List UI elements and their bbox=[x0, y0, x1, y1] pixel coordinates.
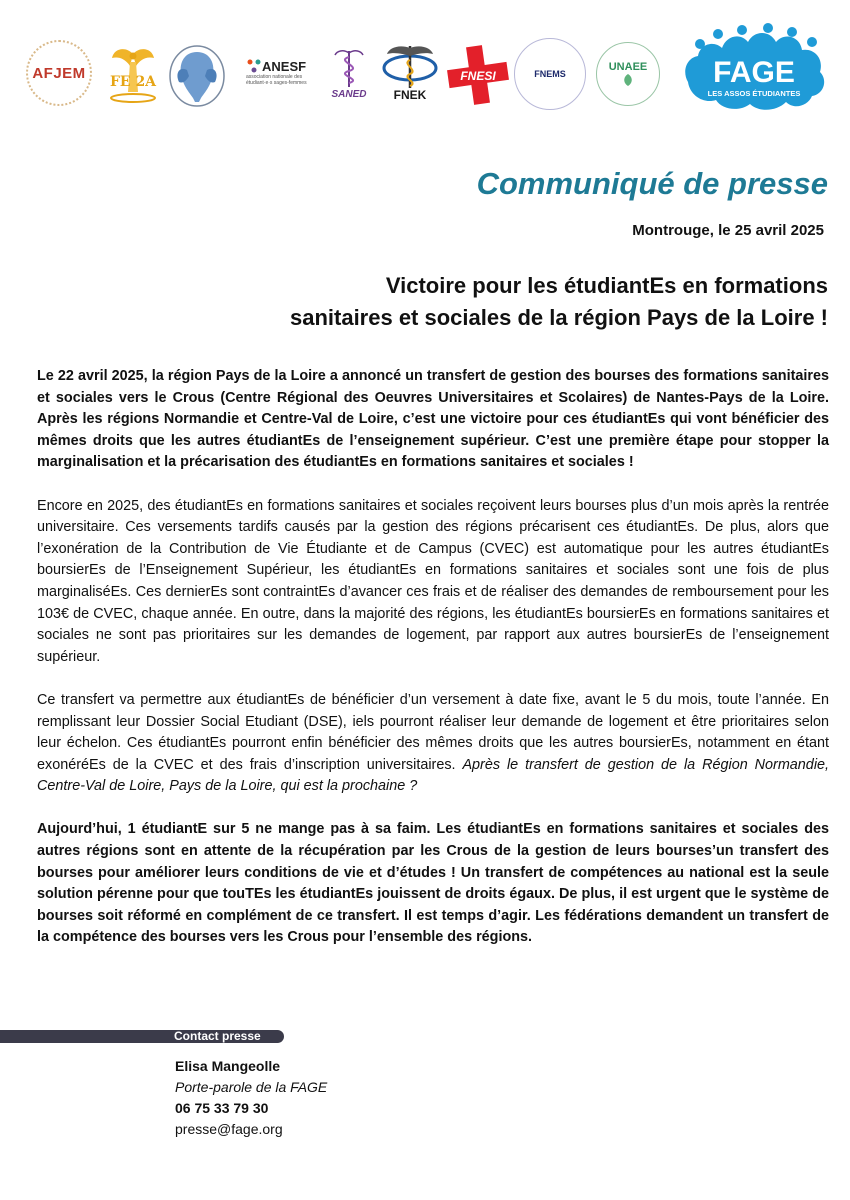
fnesi-logo bbox=[446, 44, 510, 106]
headline-line-1: Victoire pour les étudiantEs en formations bbox=[385, 273, 828, 298]
place-date: Montrouge, le 25 avril 2025 bbox=[632, 222, 824, 239]
partner-logos bbox=[22, 22, 832, 122]
contact-role: Porte-parole de la FAGE bbox=[175, 1079, 328, 1095]
anesf-star-icon bbox=[246, 58, 262, 74]
saned-logo-text: SANED bbox=[331, 88, 367, 100]
contact-block bbox=[175, 1056, 327, 1140]
fage-crowd-icon bbox=[678, 22, 830, 118]
headline bbox=[128, 270, 828, 334]
elephant-icon bbox=[167, 40, 227, 110]
contact-email[interactable]: presse@fage.org bbox=[175, 1121, 283, 1137]
anesf-logo-subtitle: association nationale des étudiant·e·s sages-femmes bbox=[246, 74, 307, 86]
fnesi-cross-icon bbox=[446, 44, 510, 106]
paragraph-3-text: Ce transfert va permettre aux étudiantEs de bénéficier d’un versement à date fixe, avant le 5 du mois, toute l’année. En remplissant leur Dossier Social Etudiant (DSE), iels pourront réaliser leur demande de logement et être prioritaires selon leur échelon. Ces étudiantEs pourront enfin bénéficier des mêmes droits que les autres boursierEs, notamment en étant exonéréEs de la CVEC et des frais d’inscription universitaires. bbox=[37, 691, 829, 773]
fnek-caduceus-icon bbox=[381, 44, 439, 88]
elephant-logo bbox=[167, 40, 227, 110]
unaee-logo-text: UNAEE bbox=[608, 61, 648, 73]
unaee-leaf-icon bbox=[621, 73, 635, 87]
anesf-logo-text: ANESF bbox=[262, 58, 307, 74]
press-release-body bbox=[37, 366, 829, 971]
headline-line-2: sanitaires et sociales de la région Pays de la Loire ! bbox=[289, 305, 828, 330]
saned-logo bbox=[326, 44, 372, 102]
press-release-title: Communiqué de presse bbox=[476, 166, 828, 201]
fnesi-logo-text: FNESI bbox=[460, 69, 496, 83]
unaee-logo bbox=[596, 42, 660, 106]
fe2a-logo-text: FE 2A bbox=[109, 74, 157, 90]
paragraph-4: Aujourd’hui, 1 étudiantE sur 5 ne mange pas à sa faim. Les étudiantEs en formations sanitaires et sociales des autres régions sont en attente de la récupération par les Crous de la gestion de leurs bourses’un transfert des bourses pour améliorer leurs conditions de vie et d’études ! Un transfert de compétences au national est la seule solution pérenne pour que touTEs les étudiantEs jouissent de droits égaux. De plus, il est urgent que le système de bourses soit réformé en complément de ce transfert. Il est temps d’agir. Les fédérations demandent un transfert de la compétence des bourses vers les Crous pour l’ensemble des régions. bbox=[37, 821, 829, 946]
caduceus-icon bbox=[329, 47, 369, 89]
afjem-logo bbox=[26, 40, 92, 106]
anesf-logo bbox=[246, 50, 318, 94]
contact-label: Contact presse bbox=[174, 1029, 261, 1043]
fnems-logo bbox=[514, 38, 586, 110]
paragraph-1: Le 22 avril 2025, la région Pays de la Loire a annoncé un transfert de gestion des bourses des formations sanitaires et sociales vers le Crous (Centre Régional des Oeuvres Universitaires et Scolaires) de Nantes-Pays de la Loire. Après les régions Normandie et Centre-Val de Loire, c’est une victoire pour ces étudiantEs qui vont bénéficier des mêmes droits que les autres étudiantEs de l’enseignement supérieur. C’est une première étape pour stopper la marginalisation et la précarisation des étudiantEs en formations sanitaires et sociales ! bbox=[37, 368, 829, 471]
fnek-logo bbox=[380, 42, 440, 104]
contact-name: Elisa Mangeolle bbox=[175, 1058, 281, 1074]
paragraph-3 bbox=[37, 690, 829, 798]
fe2a-logo bbox=[100, 42, 166, 106]
contact-phone: 06 75 33 79 30 bbox=[175, 1100, 269, 1116]
fage-logo-text: FAGE bbox=[713, 56, 795, 89]
fage-logo bbox=[678, 22, 830, 118]
afjem-logo-text: AFJEM bbox=[32, 64, 86, 82]
fnek-logo-text: FNEK bbox=[393, 88, 427, 102]
paragraph-3-question: Après le transfert de gestion de la Région Normandie, Centre-Val de Loire, Pays de la Loire, qui est la prochaine ? bbox=[37, 756, 830, 795]
paragraph-2: Encore en 2025, des étudiantEs en formations sanitaires et sociales reçoivent leurs bourses plus d’un mois après la rentrée universitaire. Ces versements tardifs causés par la gestion des régions précarisent ces étudiantEs. De plus, alors que l’exonération de la Contribution de Vie Étudiante et de Campus (CVEC) est automatique pour les autres étudiantEs boursierEs de l’Enseignement Supérieur, les étudiantEs en formations sanitaires et sociales sont une fois de plus marginaliséEs. Ces dernierEs sont contraintEs d’avancer ces frais et de réaliser des demandes de remboursement pour les 103€ de CVEC, chaque année. En outre, dans la majorité des régions, les étudiantEs boursierEs en formations sanitaires et sociales ne sont pas prioritaires sur les demandes de logement, par rapport aux autres boursierEs de l’enseignement supérieur. bbox=[37, 497, 829, 665]
fage-logo-subtitle: LES ASSOS ÉTUDIANTES bbox=[707, 89, 801, 98]
fnems-logo-text: FNEMS bbox=[534, 69, 566, 79]
